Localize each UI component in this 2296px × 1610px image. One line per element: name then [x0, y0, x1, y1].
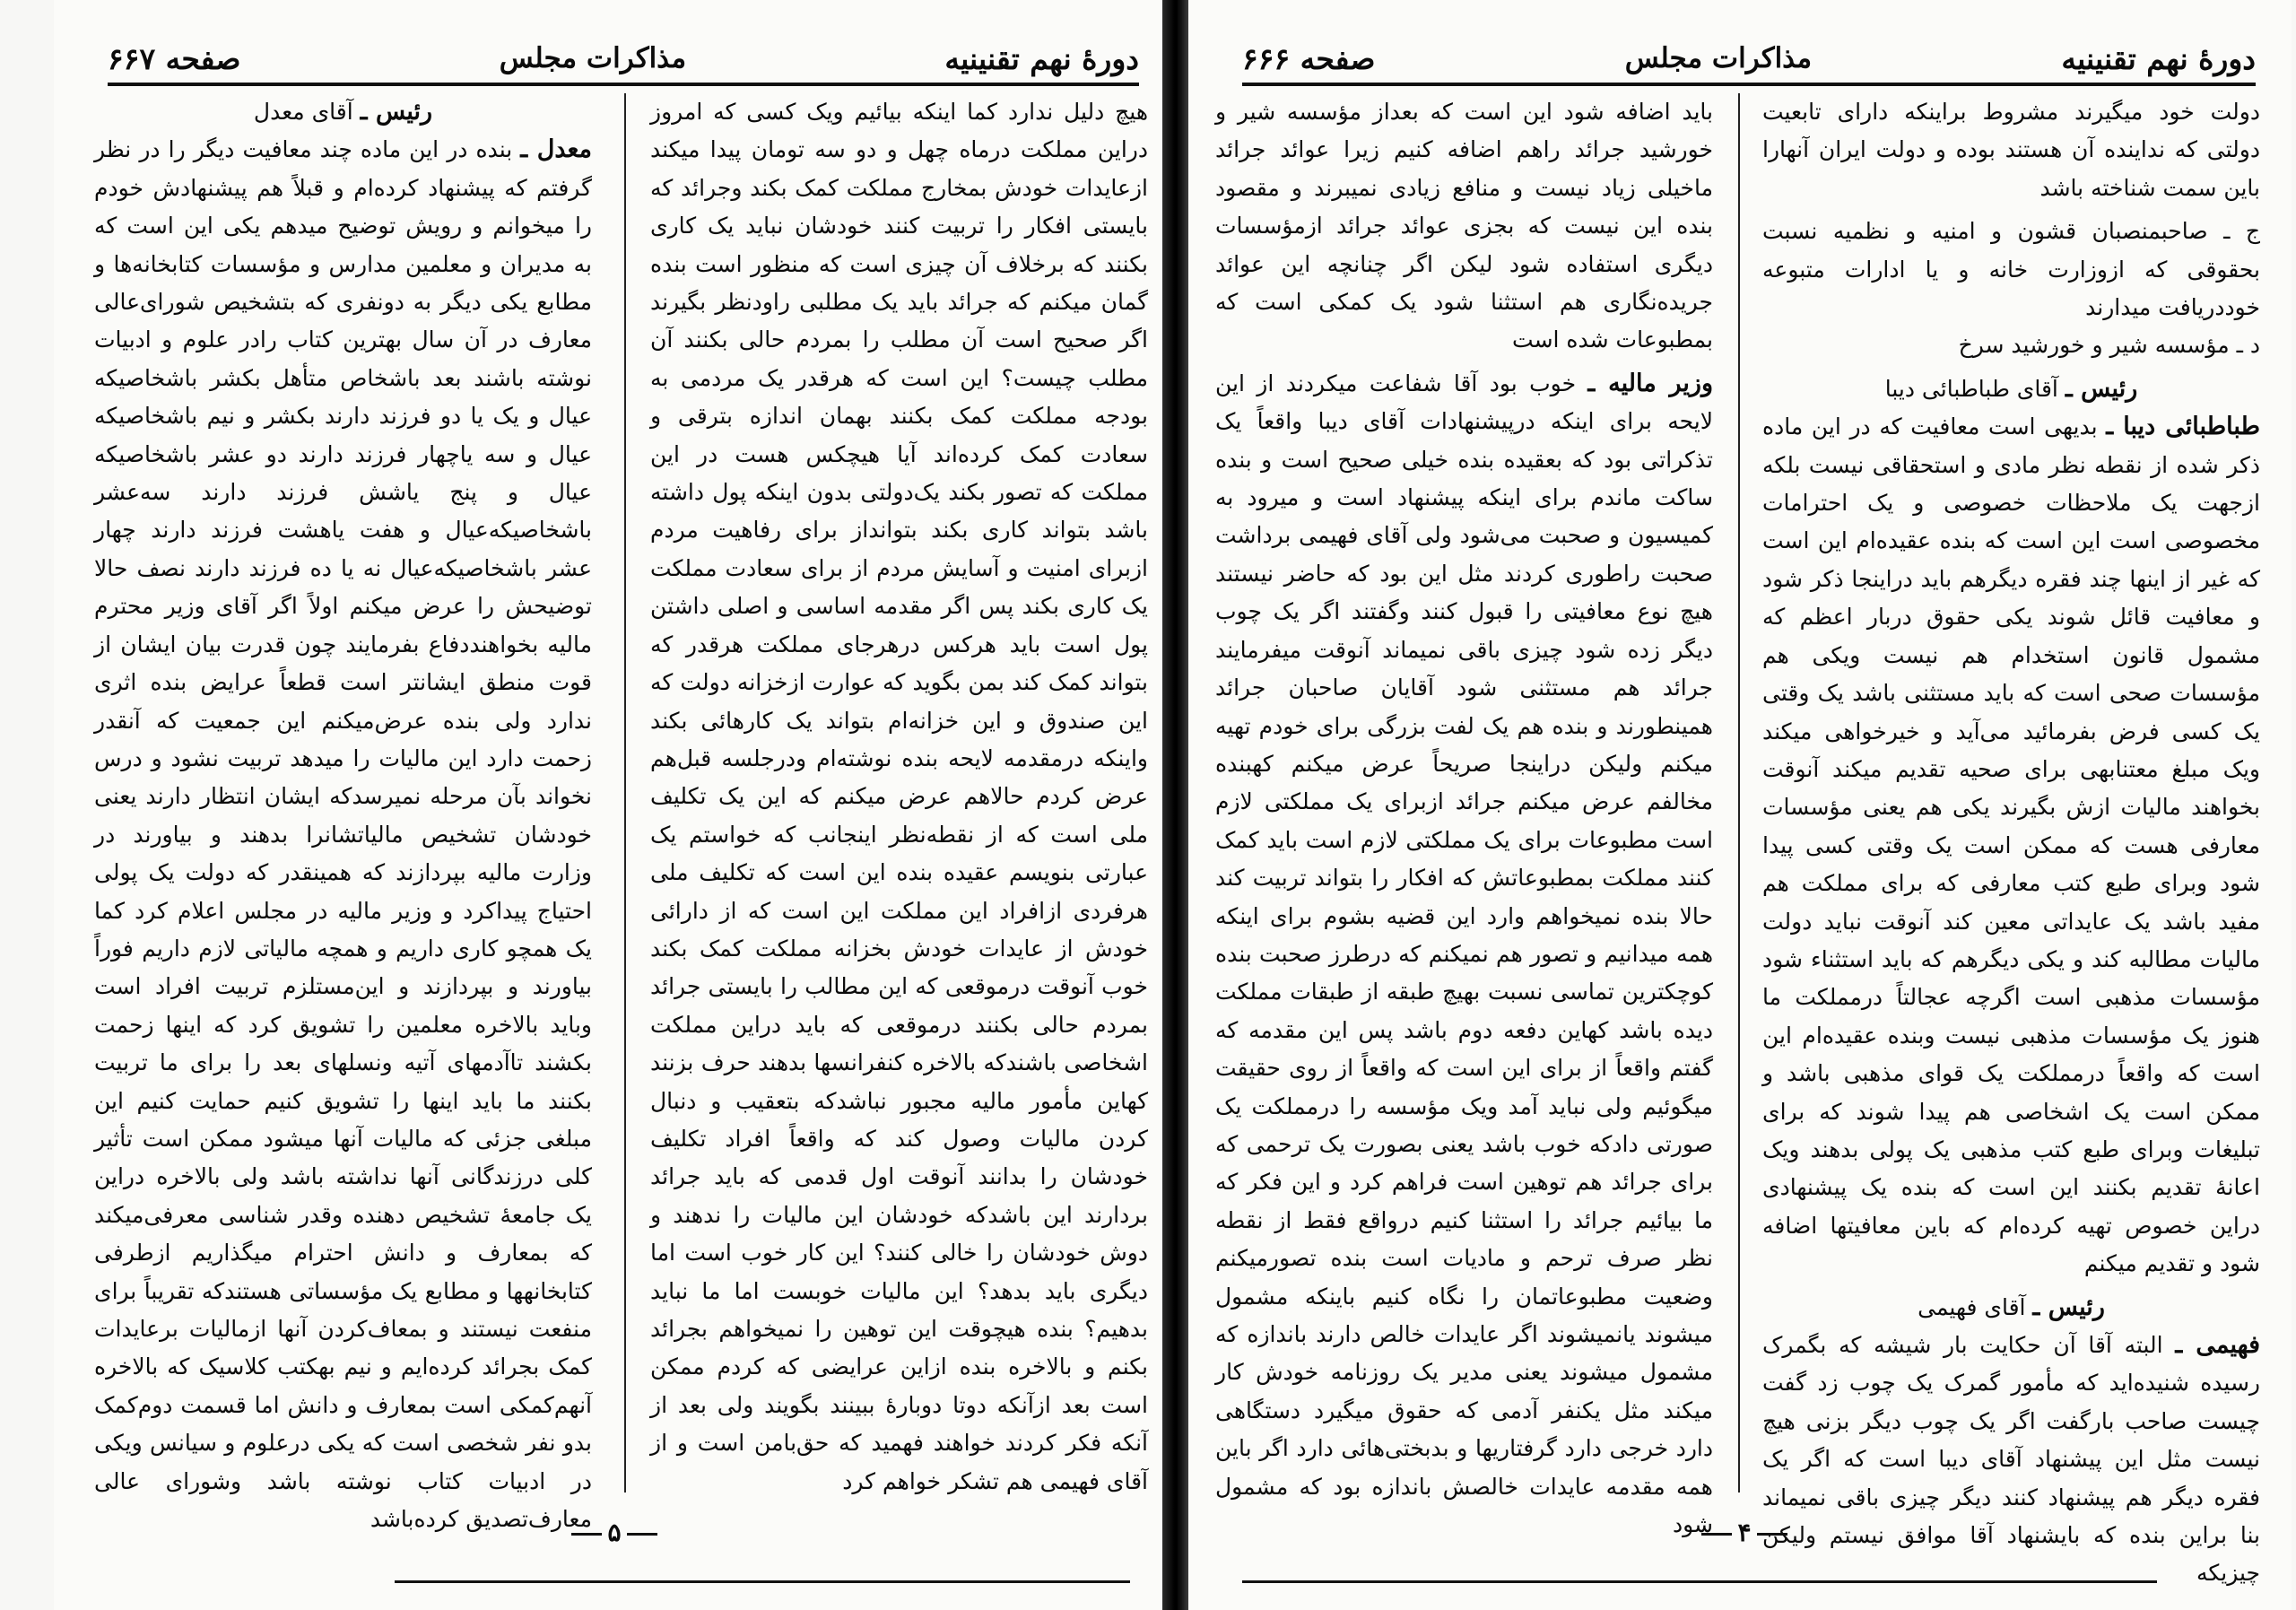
left-running-header	[108, 36, 1139, 81]
speaker-name: معدل ـ	[520, 135, 592, 164]
left-page-col-right	[650, 93, 1148, 1493]
speaker-text: البته آقا آن حکایت بار شیشه که بگمرک رسیده شنیده‌اید که مأمور گمرک یک چوب زد گفت چیست صاحب بارگفت اگر یک چوب دیگر بزنی هیچ نیست مثل این پیشنهاد آقای دیبا است که اگر یک فقره دیگر هم پیشنهاد کنند دیگر چیزی باقی نمیماند بنا براین بنده که بایشنهاد آقا موافق نیستم ولیکن چیزیکه	[1762, 1332, 2260, 1587]
speaker-text: آقای فهیمی	[1918, 1293, 2026, 1320]
speaker-text: بدیهی است معافیت که در این ماده ذکر شده از نقطه نظر مادی و استحقاقی نیست بلکه ازجهت یک ملاحظات خصوصی و یک احترامات مخصوصی است این است که بنده عقیده‌ام این است که غیر از اینها چند فقره دیگرهم باید دراینجا ذکر شود و معافیت قائل شوند یکی حقوق دربار اعظم که مشمول قانون استخدام هم نیست ویکی هم مؤسسات صحی است که باید مستثنی باشد یک وقتی یک کسی فرض بفرمائید می‌آید و خیرخواهی میکند ویک مبلغ معتنابهی برای صحیه تقدیم میکند آنوقت بخواهند مالیات ازش بگیرند یکی هم یعنی مؤسسات معارفی هست که ممکن است یک وقتی کسی پیدا شود وبرای طبع کتب معارفی که برای مملکت هم مفید باشد یک عایداتی معین کند آنوقت نباید دولت مالیات مطالبه کند و یکی دیگرهم که باید استثناء شود مؤسسات مذهبی است اگرچه عجالتاً درمملکت ما هنوز یک مؤسسات مذهبی نیست وبنده عقیده‌ام این است که واقعاً درمملکت یک قوای مذهبی باشد و ممکن است یک اشخاصی هم پیدا شوند که برای تبلیغات وبرای طبع کتب مذهبی یک پولی بدهند ویک اعانهٔ تقدیم بکنند این است که بنده یک پیشنهادی دراین خصوص تهیه کرده‌ام که باین معافیتها اضافه شود و تقدیم میکنم	[1762, 413, 2260, 1277]
speaker-text: بنده در این ماده چند معافیت دیگر را در نظر گرفتم که پیشنهاد کرده‌ام و قبلاً هم پیشنهادش خودم را میخوانم و رویش توضیح میدهم یکی این است که به مدیران و معلمین مدارس و مؤسسات کتابخانه‌ها و مطابع یکی دیگر به دونفری که بتشخیص شورای‌عالی معارف در آن سال بهترین کتاب رادر علوم و ادبیات نوشته باشند بعد باشخاص متأهل بکشر باشخاصیکه عیال و یک یا دو فرزند دارند بکشر و نیم باشخاصیکه عیال و سه یاچهار فرزند دارند دو عشر باشخاصیکه عیال و پنج یاشش فرزند دارند سه‌عشر باشخاصیکه‌عیال و هفت یاهشت فرزند دارند چهار عشر باشخاصیکه‌عیال نه یا ده فرزند دارند نصف حالا توضیحش را عرض میکنم اولاً اگر آقای وزیر محترم مالیه بخواهند‌دفاع بفرمایند چون قدرت بیان ایشان از قوت منطق ایشانتر است قطعاً عرایض بنده اثری ندارد ولی بنده عرض‌میکنم این جمعیت که آنقدر زحمت دارد این مالیات را میدهد تربیت نشود و درس نخواند بآن مرحله نمیرسدکه ایشان انتظار دارند یعنی خودشان تشخیص مالیاتشانرا بدهند و بیاورند در وزارت مالیه بپردازند که همینقدر که دولت یک پولی احتیاج پیداکرد و وزیر مالیه در مجلس اعلام کرد کما یک همچو کاری داریم و همچه مالیاتی لازم داریم فوراً بیاورند و بپردازند و این‌مستلزم تربیت افراد است وباید بالاخره معلمین را تشویق کرد که اینها زحمت بکشند تاآدمهای آتیه ونسلهای بعد را برای ما تربیت بکنند ما باید اینها را تشویق کنیم حمایت کنیم این مبلغی جزئی که مالیات آنها میشود ممکن است تأثیر کلی درزندگانی آنها نداشته باشد ولی بالاخره دراین یک جامعهٔ تشخیص دهنده وقدر شناسی معرفی‌میکند که بمعارف و دانش احترام میگذاریم ازطرفی کتابخانهها و مطابع یک مؤسساتی هستندکه تقریباً برای منفعت نیستند و بمعاف‌کردن آنها ازمالیات برعایدات کمک بجرائد کرده‌ایم و نیم بهکتب کلاسیک که بالاخره آنهم‌کمکی است بمعارف و دانش اما قسمت دوم‌کمک بدو نفر شخصی است که یکی درعلوم و سیانس ویکی در ادبیات کتاب نوشته باشد وشورای عالی معارف‌تصدیق کرده‌باشد	[94, 136, 592, 1533]
right-page	[1188, 0, 2292, 1610]
speaker-text: آقای معدل	[253, 99, 353, 125]
paragraph: د ـ مؤسسه شیر و خورشید سرخ	[1958, 332, 2260, 359]
speaker-name: رئیس ـ	[2032, 1292, 2105, 1321]
right-page-col-right	[1762, 93, 2260, 1587]
left-page-number: صفحه ۶۶۷	[108, 40, 241, 76]
right-header-rule	[1242, 83, 2256, 86]
right-bottom-rule	[1242, 1580, 2157, 1583]
left-column-divider	[624, 93, 626, 1493]
speaker-text: آقای طباطبائی دیبا	[1884, 375, 2058, 402]
left-page-col-left	[94, 93, 592, 1533]
right-page-number: صفحه ۶۶۶	[1242, 40, 1376, 76]
paragraph: باید اضافه شود این است که بعداز مؤسسه شیر و خورشید جرائد راهم اضافه کنیم زیرا عوائد جرائد ماخیلی زیاد نیست و منافع زیادی نمیبرند و مقصود بنده این نیست که بجزی عوائد جرائد ازمؤسسات دیگری استفاده شود لیکن اگر چنانچه این عوائد جریده‌نگاری هم استثنا شود یک کمکی است که بمطبوعات شده است	[1215, 99, 1713, 353]
right-page-col-left	[1215, 93, 1713, 1538]
left-page	[54, 0, 1175, 1610]
paragraph: هیچ دلیل ندارد کما اینکه بیائیم ویک کسی که امروز دراین مملکت درماه چهل و دو سه تومان پیدا میکند ازعایدات خودش بمخارج مملکت کمک بکند وجرائد که بایستی افکار را تربیت کنند خودشان نباید یک کاری بکنند که برخلاف آن چیزی است که منظور است بنده گمان میکنم که جرائد باید یک مطلبی راودنظر بگیرند اگر صحیح است آن مطلب را بمردم حالی بکنند آن مطلب چیست؟ این است که هرقدر یک مردمی به بودجه مملکت کمک بکنند بهمان اندازه بترقی و سعادت کمک کرده‌اند آیا هیچکس هست در این مملکت که تصور بکند یک‌دولتی بدون اینکه پول داشته باشد بتواند کاری بکند بتوانداز برای رفاهیت مردم ازبرای امنیت و آسایش مردم از برای سعادت مملکت یک کاری بکند پس اگر مقدمه اساسی و اصلی داشتن پول است باید هرکس درهرجای مملکت هرقدر که بتواند کمک کند بمن بگوید که عوارت ازخزانه دولت که این صندوق و این خزانه‌ام بتواند یک کارهائی بکند واینکه درمقدمه لایحه بنده نوشته‌ام ودرجلسه قبل‌هم عرض کردم حالا‌هم عرض میکنم که این یک تکلیف ملی است که از نقطه‌نظر اینجانب که خواستم یک عبارتی بنویسم عقیده بنده این است که تکلیف ملی هرفردی ازافراد این مملکت این است که از دارائی خودش از عایدات خودش بخزانه مملکت کمک بکند خوب آنوقت درموقعی که این مطالب را بایستی جرائد بمردم حالی بکنند درموقعی که باید دراین مملکت اشخاصی باشندکه بالاخره کنفرانسها بدهند حرف بزنند کهاین مأمور مالیه مجبور نباشدکه بتعقیب و دنبال کردن مالیات وصول کند که واقعاً افراد تکلیف خودشان را بدانند آنوقت اول قدمی که باید جرائد بردارند این باشدکه خودشان این مالیات را ندهند و دوش خودشان را خالی کنند؟ این کار خوب است اما دیگری باید بدهد؟ این مالیات خوبست اما ما نباید بدهیم؟ بنده هیچوقت این توهین را نمیخواهم بجرائد بکنم و بالاخره بنده ازاین عرایضی که کردم ممکن است بعد ازآنکه دوتا دوبارهٔ ببینند بگویند ولی بعد از آنکه فکر کردند خواهند فهمید که حق‌با‌من است و از آقای فهیمی هم تشکر خواهم کرد	[650, 99, 1148, 1494]
right-running-header	[1242, 36, 2256, 81]
speaker-name: رئیس ـ	[360, 98, 433, 126]
speaker-name: طباطبائی دیبا ـ	[2106, 413, 2260, 441]
left-journal-title: مذاکرات مجلس	[499, 42, 687, 74]
speaker-text: خوب بود آقا شفاعت میکردند از این لایحه برای اینکه درپیشنهادات آقای دیبا واقعاً یک تذکراتی بود که بعقیده بنده خیلی صحیح است و بنده ساکت ماندم برای اینکه پیشنهاد است و میرود به کمیسیون و صحبت می‌شود ولی آقای فهیمی برداشت صحبت راطوری کردند مثل این بود که حاضر نیستند هیچ نوع معافیتی را قبول کنند وگفتند اگر یک چوب دیگر زده شود چیزی باقی نمیماند آنوقت میفرمایند جرائد هم مستثنی شود آقایان صاحبان جرائد همینطورند و بنده هم یک لفت بزرگی برای خودم تهیه میکنم ولیکن دراینجا صریحاً عرض میکنم کهبنده مخالفم عرض میکنم جرائد ازبرای یک مملکتی لازم است مطبوعات برای یک مملکتی لازم است باید کمک کنند مملکت بمطبوعاتش که افکار را بتواند تربیت کند حالا بنده نمیخواهم وارد این قضیه بشوم برای اینکه همه میدانیم و تصور هم نمیکنم که درطرز صحبت بنده کوچکترین تماسی نسبت بهیچ طبقه از طبقات مملکت دیده باشد کهاین دفعه دوم باشد پس این مقدمه که گفتم واقعاً از برای این است که واقعاً از روی حقیقت میگوئیم ولی نباید آمد ویک مؤسسه را درمملکت یک صورتی دادکه خوب باشد یعنی بصورت یک ترحمی که برای جرائد هم توهین است فراهم کرد و این فکر که ما بیائیم جرائد را استثنا کنیم درواقع فقط از نقطه نظر صرف ترحم و مادیات است بنده تصورمیکنم وضعیت مطبوعاتمان را نگاه کنیم باینکه مشمول میشوند یانمیشوند اگر عایدات خالص دارند باندازه که مشمول میشوند یعنی مدیر یک روزنامه خودش کار میکند مثل یکنفر آدمی که حقوق میگیرد دستگاهی دارد خرجی دارد گرفتاریها و بدبختی‌هائی دارد اگر باین همه مقدمه عایدات خالصش باندازه بود که مشمول شود	[1215, 370, 1713, 1538]
speaker-name: رئیس ـ	[2065, 374, 2138, 403]
speaker-name: فهیمی ـ	[2175, 1331, 2260, 1359]
left-session-label: دورهٔ نهم تقنینیه	[944, 40, 1139, 76]
right-session-label: دورهٔ نهم تقنینیه	[2061, 40, 2256, 76]
paragraph: ج ـ صاحبمنصبان قشون و امنیه و نظمیه نسبت بحقوقی که ازوزارت خانه و یا ادارات متبوعه خوددریافت میدارند	[1762, 218, 2260, 321]
right-column-divider	[1738, 93, 1740, 1493]
left-page-folio: ۵	[561, 1518, 668, 1547]
speaker-name: وزیر مالیه ـ	[1587, 369, 1713, 397]
left-header-rule	[108, 83, 1139, 86]
right-page-folio: ۴	[1691, 1518, 1798, 1547]
left-bottom-rule	[395, 1580, 1130, 1583]
paragraph: دولت خود میگیرند مشروط براینکه دارای تابعیت دولتی که نداینده آن هستند بوده و دولت ایران آنهارا باین سمت شناخته باشد	[1762, 99, 2260, 201]
right-journal-title: مذاکرات مجلس	[1624, 42, 1813, 74]
